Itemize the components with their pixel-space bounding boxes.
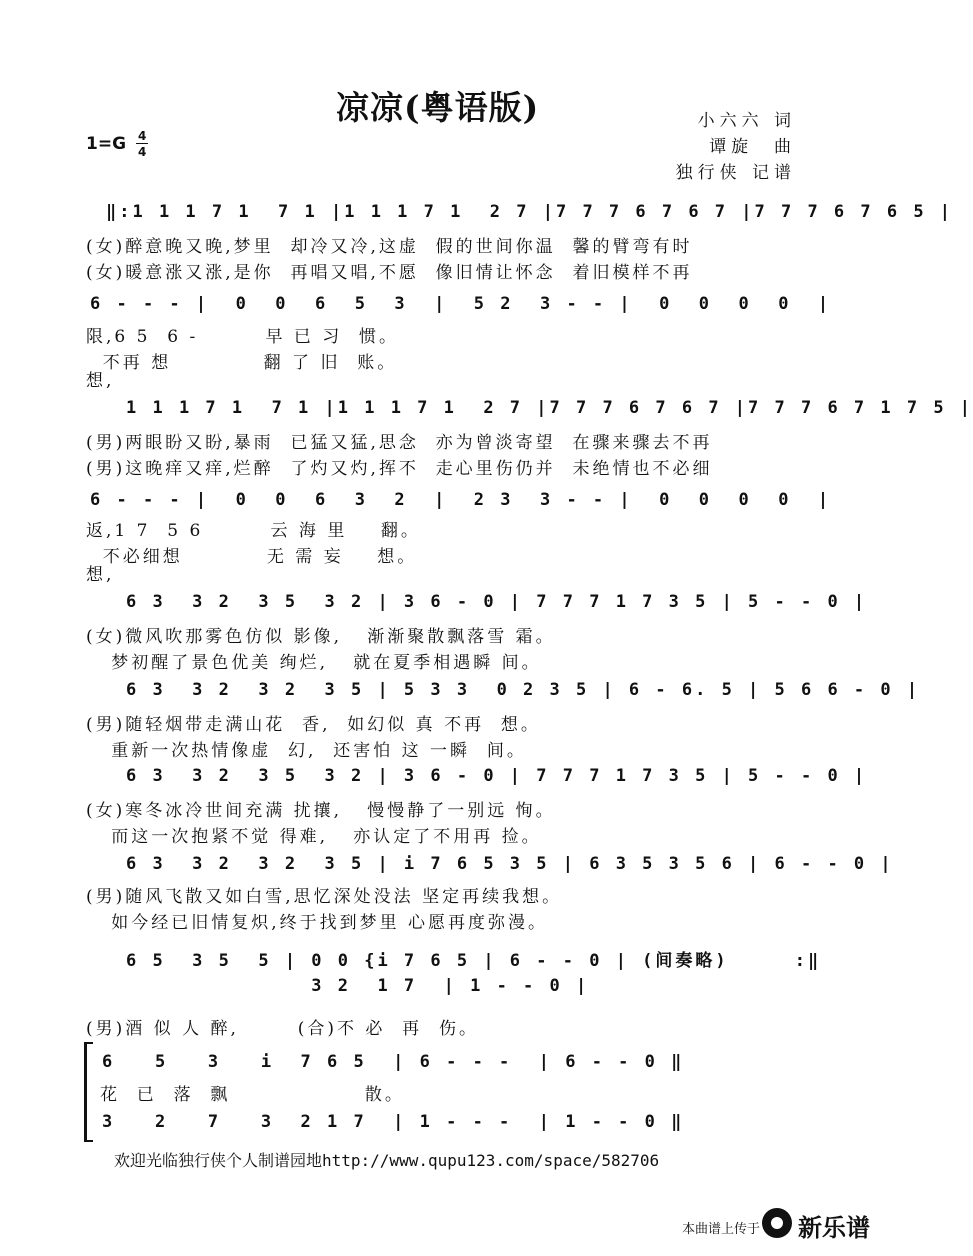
staff-row-2 [86, 292, 832, 322]
lyric-line: 限,6 5 6 - 早 已 习 惯。 [86, 327, 400, 347]
staff-notes: 6 3 3 2 3 2 3 5 | i 7 6 5 3 5 | 6 3 5 3 5 6 | 6 - - 0 | [126, 854, 894, 874]
staff-row-10-upper [86, 1050, 806, 1080]
lyric-line: 不必细想 无 需 妄 想。 [86, 547, 418, 567]
lyric-line: 花 已 落 飘 散。 [100, 1085, 405, 1105]
staff-notes: 6 5 3 i 7 6 5 | 6 - - - | 6 - - 0 ‖ [102, 1052, 685, 1072]
lyricist-credit: 小六六 词 [697, 111, 796, 131]
lyric-line: 如今经已旧情复炽,终于找到梦里 心愿再度弥漫。 [86, 913, 549, 933]
site-logo-text[interactable]: 新乐谱 [798, 1214, 870, 1242]
lyric-line: (女)醉意晚又晚,梦里 却冷又冷,这虚 假的世间你温 馨的臂弯有时 [86, 237, 693, 257]
lyric-line: 重新一次热情像虚 幻, 还害怕 这 一瞬 间。 [86, 741, 527, 761]
record-disc-icon [762, 1208, 792, 1238]
lyric-line: 想, [86, 371, 115, 391]
lyric-line: 梦初醒了景色优美 绚烂, 就在夏季相遇瞬 间。 [86, 653, 542, 673]
lyric-line: 返,1 7 5 6 云 海 里 翻。 [86, 521, 421, 541]
key-signature: 1=G [86, 134, 127, 154]
time-signature-line [136, 143, 148, 144]
staff-row-6 [86, 678, 921, 708]
staff-notes: 1 1 1 7 1 7 1 |1 1 1 7 1 2 7 |7 7 7 6 7 6 7 |7 7 7 6 7 1 7 5 | [126, 398, 973, 418]
staff-row-3 [86, 396, 973, 426]
lyric-line: (女)暖意涨又涨,是你 再唱又唱,不愿 像旧情让怀念 着旧模样不再 [86, 263, 693, 283]
staff-row-10-lower [86, 1110, 806, 1140]
staff-row-5 [86, 590, 868, 620]
transcriber-credit: 独行侠 记谱 [675, 163, 796, 183]
lyric-line: (男)随轻烟带走满山花 香, 如幻似 真 不再 想。 [86, 715, 541, 735]
lyric-line: (男)酒 似 人 醉, (合)不 必 再 伤。 [86, 1019, 479, 1039]
lyric-line: 想, [86, 565, 115, 585]
staff-row-9 [86, 944, 822, 974]
staff-row-7 [86, 764, 868, 794]
lyric-line: 不再 想 翻 了 旧 账。 [86, 353, 398, 373]
staff-notes: ‖:1 1 1 7 1 7 1 |1 1 1 7 1 2 7 |7 7 7 6 7 6 7 |7 7 7 6 7 6 5 | [106, 202, 954, 222]
staff-row-9-lower [86, 974, 806, 1004]
lyric-line: (男)随风飞散又如白雪,思忆深处没法 坚定再续我想。 [86, 887, 563, 907]
staff-notes: 3 2 7 3 2 1 7 | 1 - - - | 1 - - 0 ‖ [102, 1112, 685, 1132]
lyric-line: 而这一次抱紧不觉 得难, 亦认定了不用再 捡。 [86, 827, 542, 847]
staff-notes: 6 - - - | 0 0 6 3 2 | 2 3 3 - - | 0 0 0 0 | [90, 490, 832, 510]
page-title: 凉凉(粤语版) [336, 88, 540, 127]
staff-notes: 3 2 1 7 | 1 - - 0 | [126, 976, 590, 996]
staff-notes: 6 3 3 2 3 5 3 2 | 3 6 - 0 | 7 7 7 1 7 3 5 | 5 - - 0 | [126, 766, 868, 786]
staff-row-1 [86, 200, 954, 230]
time-signature-bottom: 4 [138, 145, 147, 159]
lyric-line: (女)寒冬冰冷世间充满 扰攘, 慢慢静了一别远 恂。 [86, 801, 556, 821]
staff-row-4 [86, 488, 832, 518]
footer-link[interactable]: 欢迎光临独行侠个人制谱园地http://www.qupu123.com/space/582706 [114, 1151, 660, 1170]
lyric-line: (男)这晚痒又痒,烂醉 了灼又灼,挥不 走心里伤仍并 未绝情也不必细 [86, 459, 713, 479]
upload-note: 本曲谱上传于 [681, 1222, 760, 1237]
lyric-line: (女)微风吹那雾色仿似 影像, 渐渐聚散飘落雪 霜。 [86, 627, 556, 647]
staff-row-8 [86, 852, 894, 882]
lyric-line: (男)两眼盼又盼,暴雨 已猛又猛,思念 亦为曾淡寄望 在骤来骤去不再 [86, 433, 713, 453]
staff-notes: 6 - - - | 0 0 6 5 3 | 5 2 3 - - | 0 0 0 0 | [90, 294, 832, 314]
staff-notes: 6 3 3 2 3 5 3 2 | 3 6 - 0 | 7 7 7 1 7 3 5 | 5 - - 0 | [126, 592, 868, 612]
staff-notes: 6 3 3 2 3 2 3 5 | 5 3 3 0 2 3 5 | 6 - 6. 5 | 5 6 6 - 0 | [126, 680, 921, 700]
time-signature-top: 4 [138, 129, 147, 143]
staff-notes: 6 5 3 5 5 | 0 0 {i 7 6 5 | 6 - - 0 | (间奏略) :‖ [126, 951, 822, 971]
composer-credit: 谭旋 曲 [709, 137, 796, 157]
